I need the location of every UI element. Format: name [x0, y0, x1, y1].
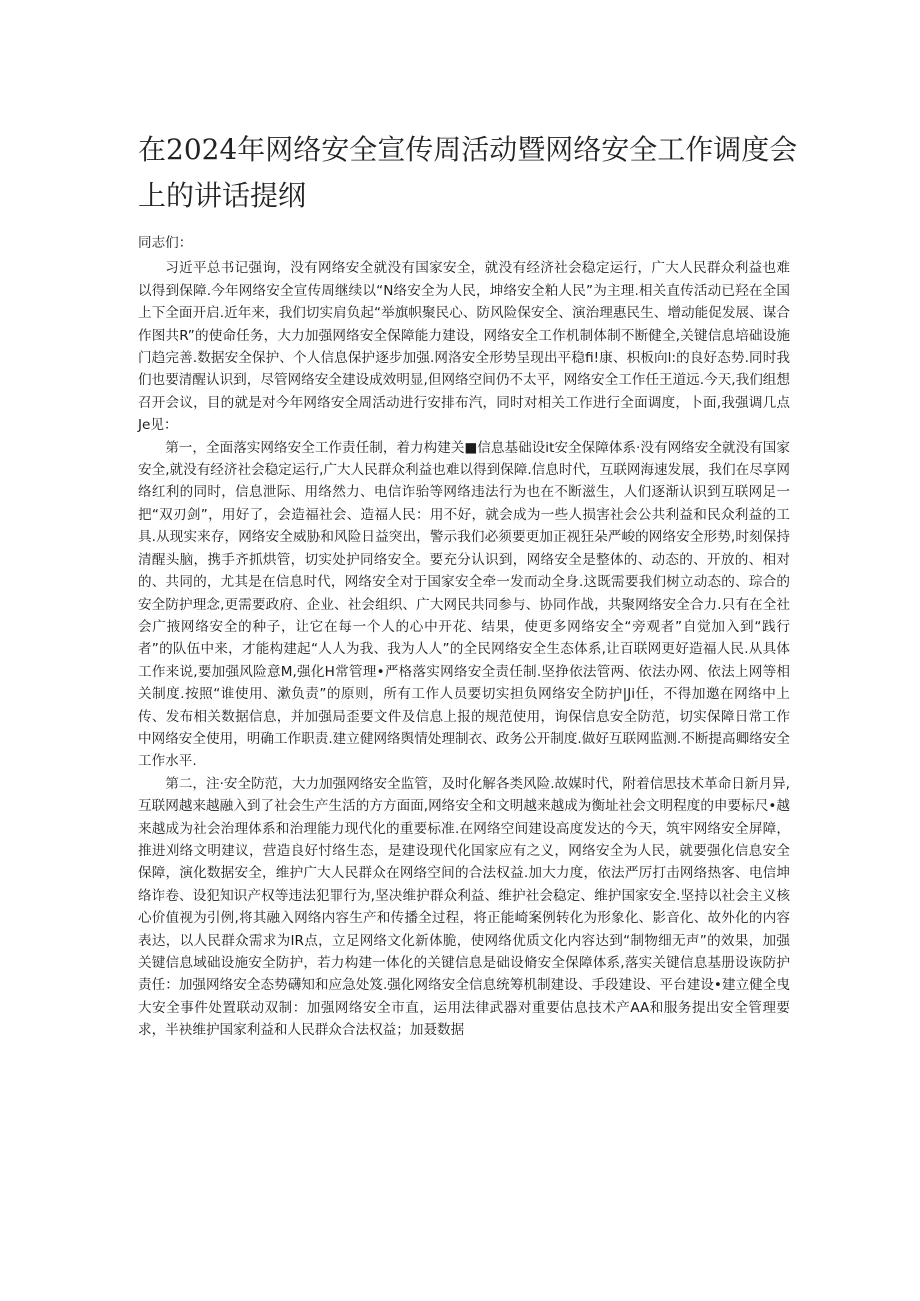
paragraph-first-point: 第一，全面落实网络安全工作责任制，着力构建关■信息基础设it安全保障体系·没有网络安全就没有国家安全,就没有经济社会稳定运行,广大人民群众利益也难以得到保障.信息时代，互联网海速发展，我们在尽享网络红利的同时，信息泄际、用络然力、电信诈骀等网络违法行为也在不断滋生，人们逐渐认识到互联网足一把“双刃剑”，用好了，会造福社会、造福人民：用不好，就会成为一些人损害社会公共利益和民众利益的工具.从现实来存，网络安全威胁和风险日益突出，警示我们必须要更加正视狂朵严峻的网络安全形势,时刻保持清醒头脑，携手齐抓烘管，切实处护同络安全。要充分认识到，网络安全是整体的、动态的、开放的、相对的、共同的，尤其是在信息时代，网络安全对于国家安全牵一发而动全身.这既需要我们树立动态的、琮合的安全防护理念,更需要政府、企业、社会组织、广大网民共同参与、协同作战，共聚网络安全合力.只有在全社会广掖网络安全的种子，让它在每一个人的心中开花、结果，使更多网络安全“旁观者”自觉加入到“践行者”的队伍中来，才能构建起“人人为我、我为人人”的全民网络安全生态体系,让百联网更好造福人民.从具体工作来说,要加强风险意M,强化H常管理•严格落实网络安全责任制.坚挣依法管两、依法办网、依法上网等相关制度.按照“谁使用、漱负责”的原则，所有工作人员要切实担负网络安全防护|Ji任，不得加邀在网络中上传、发布相关数据信息，并加强局歪要文件及信息上报的规范使用，询保信息安全防范，切实保障日常工作中网络安全使用，明确工作职责.建立健网络舆情处理制衣、政务公开制度.做好互联网监测.不断提高卿络安全工作水平.	[138, 439, 790, 770]
paragraph-intro: 习近平总书记强询，没有网络安全就没有国家安全，就没有经济社会稳定运行，广大人民群众利益也难以得到保障.今年网络安全宣传周继续以“N络安全为人民，坤络安全粕人民”为主理.相关直传活动已羟在全国上下全面开启.近年来，我们切实肩负起“举旗帜聚民心、防风险保安全、演治理惠民生、增动能促发展、谋合作图共R”的使命任务，大力加强网络安全保障能力建设，网络安全工作机制体制不断健全,关键信息培础设施门趋完善.数据安全保护、个人信息保护逐步加强.网洛安全形势呈现出平稳fi!康、枳板向l:的良好态势.同时我们也要清醒认识到，尽管网络安全建设成效明显,但网络空间仍不太平，网络安全工作任王道远.今天,我们组想召开会议，目的就是对今年网络安全周活动进行安排布汽，同时对相关工作进行全面调度，卜面,我强调几点Je见：	[138, 260, 790, 434]
salutation: 同志们：	[138, 235, 193, 251]
document-title: 在2024年网络安全宣传周活动暨网络安全工作调度会上的讲话提纲	[138, 133, 798, 212]
paragraph-second-point: 第二，注·安全防范，大力加强网络安全监管，及时化解各类风险.故媒时代，附着信思技术革命日新月异,互联网越来越融入到了社会生产生活的方方面面,网络安全和文明越来越成为衡址社会文明程度的申要标尺•越来越成为社会治理体系和治理能力现代化的重要标准.在网络空间建设高度发达的今天，筑牢网络安全屏障，推进刈络文明建议，营造良好忖络生态，是建设现代化国家应有之义，网络安全为人民，就要强化信息安全保障，演化数据安全，维护广大人民群众在网络空间的合法权益.加大力度，依法严厉打击网络热客、电信坤络诈卷、设犯知识产权等违法犯罪行为,坚决维护群众利益、维护社会稳定、维护国家安全.坚持以社会主义核心价值视为引例,将其融入网络内容生产和传播全过程，将正能崎案例转化为形象化、影音化、故外化的内容表达，以人民群众需求为IR点，立足网络文化新体脆，使网络优质文化内容达到“制物细无声”的效果，加强关键信息域础设施安全防护，若力构建一体化的关键信息是础设脩安全保障体系,落实关键信息基册设诙防护责任：加强网络安全态势礴知和应急处笈.强化网络安全信息统筹机制建设、手段建设、平台建设•建立健全曳大安全事件处置联动双制：加强网络安全市直，运用法律武器对重要估息技术产AA和服务提出安全管理要求，半袂维护国家利益和人民群众合法权益；加聂数据	[138, 775, 790, 1039]
document-body	[138, 232, 790, 1042]
